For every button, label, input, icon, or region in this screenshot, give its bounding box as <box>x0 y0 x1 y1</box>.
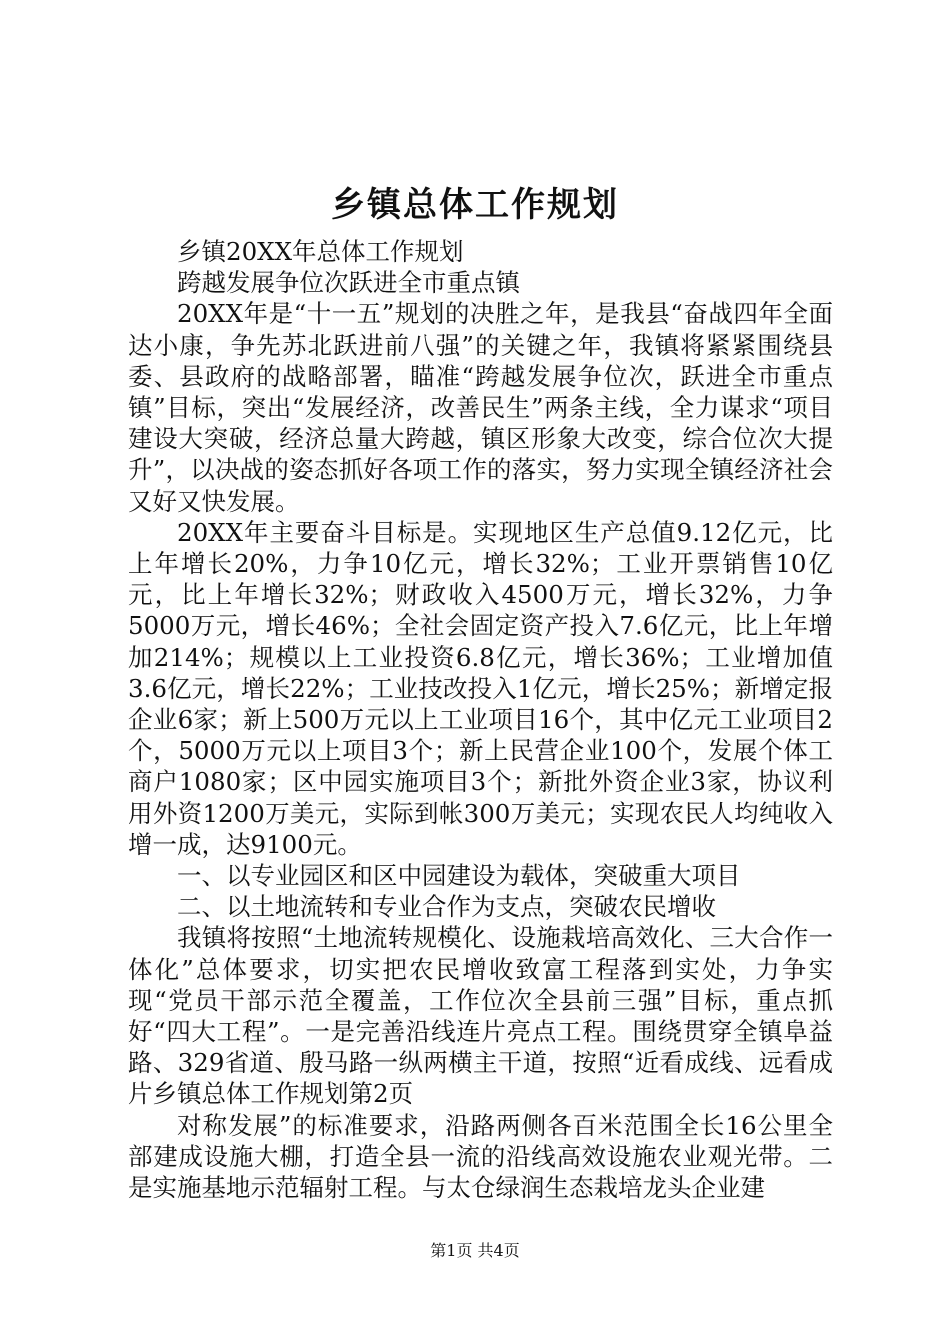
page-footer: 第1页 共4页 <box>430 1241 520 1260</box>
document-title: 乡镇总体工作规划 <box>331 185 619 225</box>
body-paragraph: 对称发展”的标准要求，沿路两侧各百米范围全长16公里全部建成设施大棚，打造全县一流的沿线高效设施农业观光带。二是实施基地示范辐射工程。与太仓绿润生态栽培龙头企业建 <box>128 1110 833 1203</box>
section-heading: 一、以专业园区和区中园建设为载体，突破重大项目 <box>177 861 741 891</box>
body-paragraph: 我镇将按照“土地流转规模化、设施栽培高效化、三大合作一体化”总体要求，切实把农民增收致富工程落到实处，力争实现“党员干部示范全覆盖，工作位次全县前三强”目标，重点抓好“四大工程”。一是完善沿线连片亮点工程。围绕贯穿全镇阜益路、329省道、殷马路一纵两横主干道，按照“近看成线、远看成片乡镇总体工作规划第2页 <box>128 923 833 1109</box>
slogan-line: 跨越发展争位次跃进全市重点镇 <box>177 268 520 298</box>
section-heading: 二、以土地流转和专业合作为支点，突破农民增收 <box>177 892 716 922</box>
body-paragraph: 20XX年主要奋斗目标是。实现地区生产总值9.12亿元，比上年增长20%，力争10亿元，增长32%；工业开票销售10亿元，比上年增长32%；财政收入4500万元，增长32%，力争5000万元，增长46%；全社会固定资产投入7.6亿元，比上年增加214%；规模以上工业投资6.8亿元，增长36%；工业增加值3.6亿元，增长22%；工业技改投入1亿元，增长25%；新增定报企业6家；新上500万元以上工业项目16个，其中亿元工业项目2个，5000万元以上项目3个；新上民营企业100个，发展个体工商户1080家；区中园实施项目3个；新批外资企业3家，协议利用外资1200万美元，实际到帐300万美元；实现农民人均纯收入增一成，达9100元。 <box>128 517 833 859</box>
document-body <box>128 236 833 1203</box>
subtitle-line: 乡镇20XX年总体工作规划 <box>177 237 464 266</box>
body-paragraph: 20XX年是“十一五”规划的决胜之年，是我县“奋战四年全面达小康，争先苏北跃进前八强”的关键之年，我镇将紧紧围绕县委、县政府的战略部署，瞄准“跨越发展争位次，跃进全市重点镇”目标，突出“发展经济，改善民生”两条主线，全力谋求“项目建设大突破，经济总量大跨越，镇区形象大改变，综合位次大提升”，以决战的姿态抓好各项工作的落实，努力实现全镇经济社会又好又快发展。 <box>128 299 833 516</box>
